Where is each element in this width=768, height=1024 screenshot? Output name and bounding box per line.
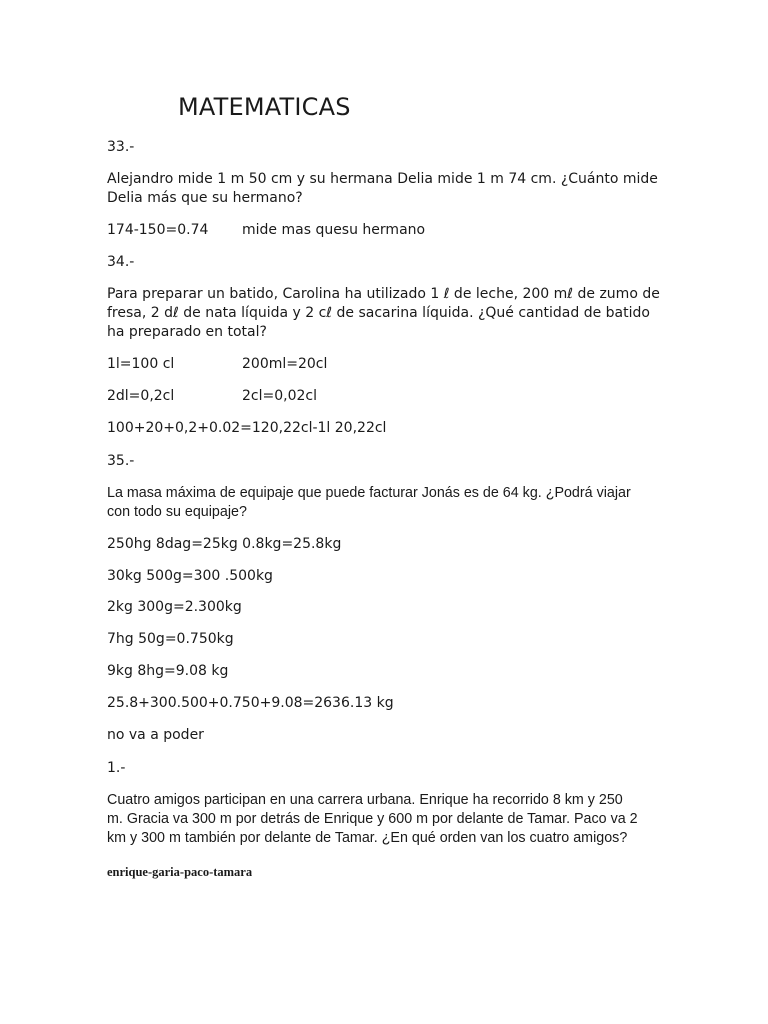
problem-34-work-row-2-a: 2dl=0,2cl <box>107 388 175 404</box>
problem-34-work-row-3: 100+20+0,2+0.02=120,22cl-1l 20,22cl <box>107 420 387 436</box>
problem-35-conclusion: no va a poder <box>107 727 204 743</box>
problem-1-statement-line-3: km y 300 m también por delante de Tamar. ¿En qué orden van los cuatro amigos? <box>107 830 628 846</box>
page-title: MATEMATICAS <box>178 93 351 121</box>
problem-33-statement-line-2: Delia más que su hermano? <box>107 190 303 206</box>
problem-33-answer-calc: 174-150=0.74 <box>107 222 209 238</box>
problem-34-work-row-2-b: 2cl=0,02cl <box>242 388 317 404</box>
problem-1-statement-line-1: Cuatro amigos participan en una carrera urbana. Enrique ha recorrido 8 km y 250 <box>107 792 623 808</box>
problem-35-work-line: 25.8+300.500+0.750+9.08=2636.13 kg <box>107 695 394 711</box>
problem-34-work-row-1-a: 1l=100 cl <box>107 356 175 372</box>
problem-35-number: 35.- <box>107 453 135 469</box>
problem-35-work-line: 2kg 300g=2.300kg <box>107 599 242 615</box>
problem-34-number: 34.- <box>107 254 135 270</box>
problem-1-answer: enrique-garia-paco-tamara <box>107 865 253 879</box>
problem-34-statement-line-3: ha preparado en total? <box>107 324 267 340</box>
problem-1-statement-line-2: m. Gracia va 300 m por detrás de Enrique y 600 m por delante de Tamar. Paco va 2 <box>107 811 638 827</box>
problem-33-statement-line-1: Alejandro mide 1 m 50 cm y su hermana Delia mide 1 m 74 cm. ¿Cuánto mide <box>107 171 658 187</box>
problem-35-statement-line-1: La masa máxima de equipaje que puede facturar Jonás es de 64 kg. ¿Podrá viajar <box>107 485 631 501</box>
problem-35-work-line: 7hg 50g=0.750kg <box>107 631 234 647</box>
problem-35-work-line: 30kg 500g=300 .500kg <box>107 568 273 584</box>
problem-34-statement-line-1: Para preparar un batido, Carolina ha utilizado 1 ℓ de leche, 200 mℓ de zumo de <box>107 286 660 302</box>
problem-1-number: 1.- <box>107 760 126 776</box>
problem-35-work-line: 250hg 8dag=25kg 0.8kg=25.8kg <box>107 536 342 552</box>
problem-33-answer-text: mide mas quesu hermano <box>242 222 426 238</box>
problem-33-number: 33.- <box>107 139 135 155</box>
problem-35-work-line: 9kg 8hg=9.08 kg <box>107 663 229 679</box>
problem-34-work-row-1-b: 200ml=20cl <box>242 356 328 372</box>
problem-34-statement-line-2: fresa, 2 dℓ de nata líquida y 2 cℓ de sacarina líquida. ¿Qué cantidad de batido <box>107 305 650 321</box>
problem-35-statement-line-2: con todo su equipaje? <box>107 504 247 520</box>
